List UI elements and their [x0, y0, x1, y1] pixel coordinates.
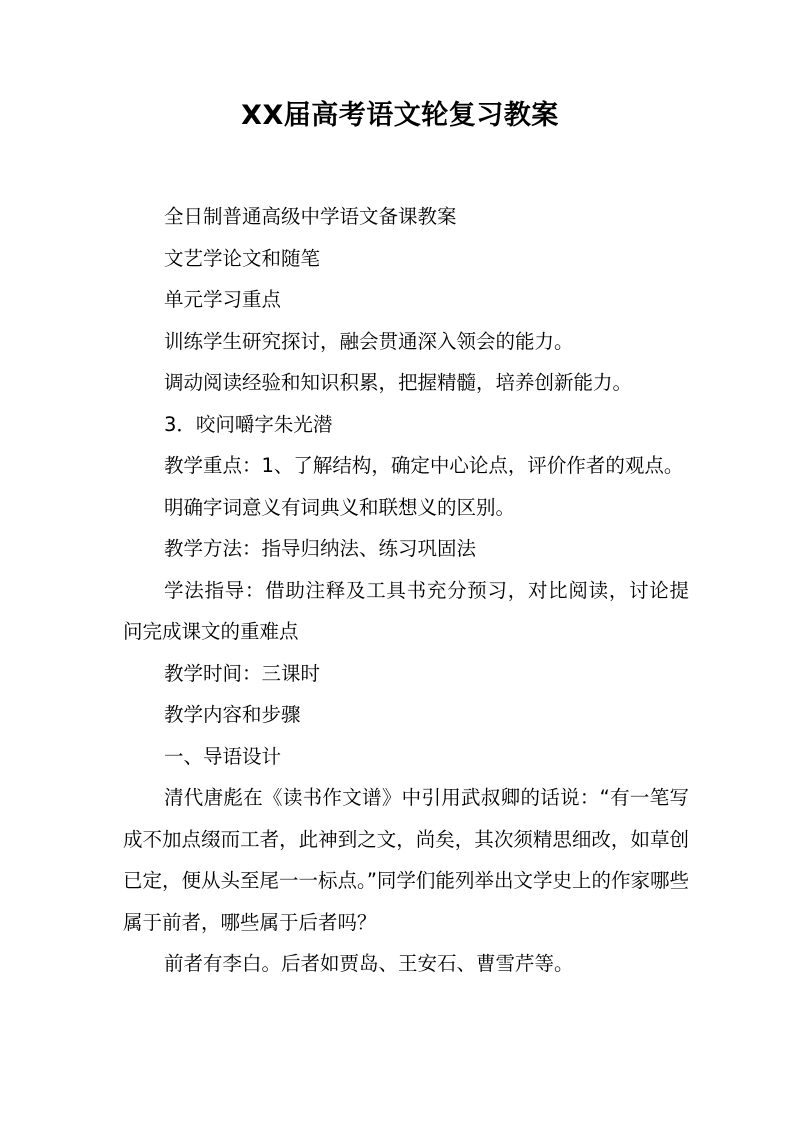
paragraph: 训练学生研究探讨，融会贯通深入领会的能力。 — [164, 329, 574, 353]
paragraph: 3．咬问嚼字朱光潜 — [164, 412, 333, 436]
paragraph: 教学时间：三课时 — [164, 661, 321, 685]
paragraph: 学法指导：借助注释及工具书充分预习，对比阅读，讨论提问完成课文的重难点 — [123, 578, 689, 643]
paragraph: 明确字词意义有词典义和联想义的区别。 — [164, 495, 516, 519]
document-title: XX届高考语文轮复习教案 — [241, 100, 559, 131]
paragraph: 教学内容和步骤 — [164, 703, 301, 726]
paragraph: 全日制普通高级中学语文备课教案 — [164, 205, 457, 228]
document-body — [123, 196, 689, 985]
paragraph: 教学重点：1、了解结构，确定中心论点，评价作者的观点。 — [164, 454, 684, 477]
paragraph: 一、导语设计 — [164, 744, 282, 768]
paragraph: 单元学习重点 — [164, 288, 282, 311]
paragraph: 调动阅读经验和知识积累，把握精髓，培养创新能力。 — [164, 371, 633, 394]
paragraph: 前者有李白。后者如贾岛、王安石、曹雪芹等。 — [164, 952, 574, 975]
paragraph: 清代唐彪在《读书作文谱》中引用武叔卿的话说：“有一笔写成不加点缀而工者，此神到之文，尚矣，其次须精思细改，如草创已定，便从头至尾一一标点。”同学们能列举出文学史上的作家哪些属于前者，哪些属于后者吗？ — [123, 786, 689, 934]
paragraph: 文艺学论文和随笔 — [164, 246, 321, 270]
paragraph: 教学方法：指导归纳法、练习巩固法 — [164, 537, 477, 560]
